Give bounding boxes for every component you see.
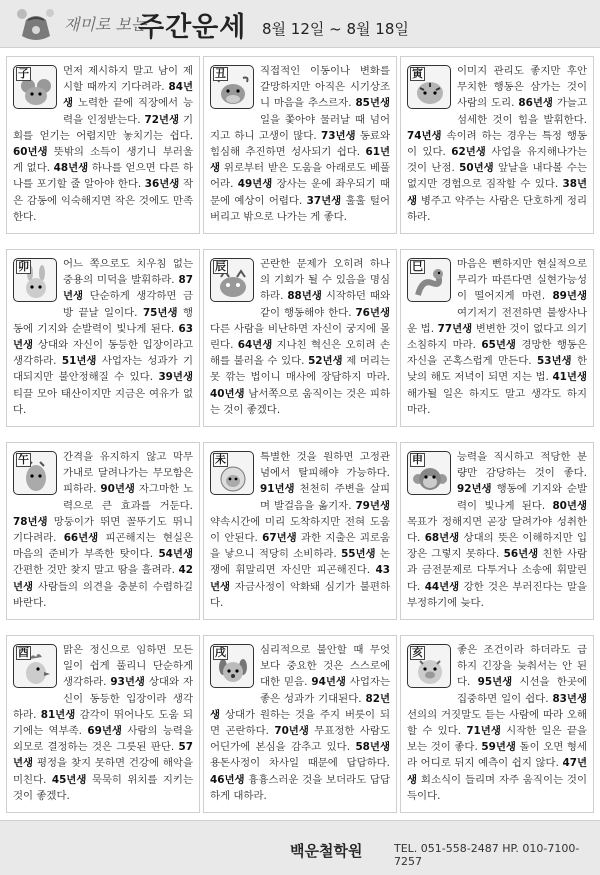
birth-year-label: 50년생 — [459, 162, 494, 175]
birth-year-label: 38년생 — [407, 178, 587, 207]
birth-year-label: 55년생 — [341, 548, 376, 561]
fortune-sentence: 한낮의 해도 저녁이 되면 지는 법. — [407, 355, 588, 384]
fortune-sentence: 간격을 유지하지 않고 막무가내로 달려나가는 무모함은 피하라. — [63, 451, 193, 496]
birth-year-label: 58년생 — [355, 741, 390, 754]
birth-year-label: 52년생 — [308, 355, 343, 368]
fortune-sentence: 상대와 자신이 동등한 입장이라 생각하라. — [13, 676, 193, 721]
fortune-text — [407, 449, 587, 611]
zodiac-card-dragon — [203, 249, 397, 427]
birth-year-label: 46년생 — [210, 773, 245, 786]
fortune-sentence: 속이려 하는 경우는 특정 행동이 있다. — [407, 129, 587, 159]
birth-year-label: 87년생 — [63, 274, 193, 303]
fortune-sentence: 사람들의 의견을 충분히 수렴하길 바란다. — [13, 580, 193, 609]
fortune-sentence: 상대의 뜻은 이해하지만 입장은 그렇지 못하다. — [407, 532, 587, 561]
birth-year-label: 54년생 — [158, 548, 193, 561]
birth-year-label: 94년생 — [311, 676, 346, 689]
birth-year-label: 39년생 — [158, 371, 193, 384]
zodiac-hanja: 辰 — [215, 260, 226, 273]
birth-year-label: 66년생 — [63, 532, 99, 545]
fortune-sentence: 묵묵히 위치를 지키는 것이 좋겠다. — [13, 773, 193, 802]
fortune-sentence: 기회를 얻기는 어렵지만 놓치기는 쉽다. — [13, 113, 194, 142]
fortune-sack-icon — [12, 6, 60, 44]
birth-year-label: 48년생 — [53, 162, 89, 175]
fortune-sentence: 사업자는 좋은 성과가 기대된다. — [260, 676, 391, 705]
header-prefix: 재미로 보는 — [64, 15, 147, 34]
fortune-sentence: 동료와 힘심해 추진하면 성사되기 쉽다. — [210, 129, 390, 159]
birth-year-label: 71년생 — [466, 725, 501, 738]
fortune-sentence: 맑은 정신으로 임하면 모든 일이 쉽게 풀리니 단순하게 생각하라. — [63, 644, 193, 689]
fortune-sentence: 상대와 자신이 동등한 입장이라고 생각하라. — [13, 339, 193, 368]
fortune-sentence: 시작한 일은 끝을 보는 것이 좋다. — [407, 725, 587, 754]
zodiac-hanja: 酉 — [18, 646, 29, 659]
birth-year-label: 90년생 — [100, 483, 135, 496]
birth-year-label: 57년생 — [13, 741, 193, 770]
fortune-sentence: 용돈사정이 차사일 때문에 답답하다. — [210, 757, 390, 770]
fortune-sentence: 행동에 기지와 순발력이 빛나게 된다. — [13, 306, 194, 335]
fortune-text — [210, 642, 390, 804]
fortune-sentence: 무표정한 사람도 어딘가에 본심을 감추고 있다. — [210, 725, 390, 754]
fortune-sentence: 작은 감동에 익숙해지면 작은 것에도 만족한다. — [13, 178, 193, 223]
zodiac-card-monkey — [400, 442, 594, 620]
zodiac-hanja: 卯 — [18, 260, 29, 273]
birth-year-label: 56년생 — [503, 548, 539, 561]
zodiac-hanja: 丑 — [215, 67, 226, 80]
birth-year-label: 60년생 — [13, 146, 48, 159]
birth-year-label: 68년생 — [424, 532, 460, 545]
fortune-sentence: 이미지 관리도 좋지만 후안무치한 행동은 삼가는 것이 사람의 도리. — [457, 65, 587, 110]
birth-year-label: 77년생 — [437, 322, 473, 335]
birth-year-label: 81년생 — [40, 708, 76, 721]
contact-info: TEL. 051-558-2487 HP. 010-7100-7257 — [394, 842, 580, 868]
birth-year-label: 73년생 — [321, 129, 356, 142]
zodiac-card-rat — [6, 56, 200, 234]
fortune-sentence: 흉흉스러운 것을 보더라도 답답하게 대하라. — [210, 773, 390, 802]
fortune-text — [13, 63, 193, 225]
fortune-sentence: 좋은 조건이라 하더라도 급하지 긴장을 늦춰서는 안 된다. — [457, 644, 587, 689]
fortune-sentence: 가늘고 섬세한 것이 힘을 발휘한다. — [457, 97, 587, 126]
fortune-sentence: 일을 쫓아야 물러날 때 넘어지고 하니 고생이 많다. — [210, 113, 390, 142]
fortune-sentence: 논쟁에 휘말리면 자신만 피곤해진다. — [210, 548, 390, 577]
fortune-sentence: 해가될 일은 하지도 말고 생각도 하지 마라. — [407, 387, 587, 416]
fortune-sentence: 앞날을 내다볼 수는 없지만 경험으로 짐작할 수 있다. — [407, 162, 587, 191]
fortune-sentence: 노력한 끝에 직장에서 능력을 인정받는다. — [63, 97, 193, 126]
fortune-sentence: 강한 것은 부러진다는 말을 부정하기에 늦다. — [407, 580, 587, 609]
fortune-sentence: 훌훌 털어 버리고 밖으로 나가는 게 좋다. — [210, 194, 390, 223]
birth-year-label: 61년생 — [210, 146, 390, 175]
fortune-sentence: 목표가 정해지면 곧장 달려가야 성취한다. — [407, 515, 587, 545]
zodiac-hanja: 戌 — [215, 646, 226, 659]
fortune-text — [407, 63, 587, 225]
fortune-sentence: 하나를 얻으면 다른 하나를 포기할 줄 알아야 한다. — [13, 162, 193, 191]
birth-year-label: 76년생 — [355, 306, 390, 319]
birth-year-label: 70년생 — [274, 725, 309, 738]
zodiac-card-dog — [203, 635, 397, 813]
fortune-sentence: 곤란한 문제가 오히려 하나의 기회가 될 수 있음을 명심하라. — [260, 258, 390, 303]
birth-year-label: 79년생 — [355, 499, 390, 512]
fortune-sentence: 평정을 찾지 못하면 건강에 해악을 미친다. — [13, 757, 193, 786]
birth-year-label: 69년생 — [87, 725, 122, 738]
fortune-sentence: 사업을 유지해나가는 것이 난점. — [407, 146, 587, 175]
fortune-sentence: 위로부터 받은 도움을 아래로도 베풀어라. — [210, 162, 390, 191]
fortune-sentence: 여기저기 전전하면 불쌍사나운 법. — [407, 306, 587, 335]
zodiac-hanja: 午 — [18, 453, 29, 466]
birth-year-label: 74년생 — [407, 129, 442, 142]
fortune-text — [13, 256, 193, 418]
zodiac-card-sheep — [203, 442, 397, 620]
zodiac-card-snake — [400, 249, 594, 427]
fortune-sentence: 시작하던 때와 같이 행동해야 한다. — [260, 290, 390, 319]
fortune-sentence: 변변한 것이 없다고 의기소침하지 마라. — [407, 322, 587, 352]
fortune-sentence: 행동에 기지와 순발력이 빛나게 된다. — [457, 483, 587, 512]
fortune-sentence: 제 머리는 못 깎는 법이니 매사에 장담하지 마라. — [210, 355, 390, 384]
fortune-sentence: 피곤해지는 현실은 마음의 준비가 부족한 탓이다. — [13, 532, 193, 561]
birth-year-label: 45년생 — [51, 773, 87, 786]
birth-year-label: 78년생 — [13, 515, 48, 528]
birth-year-label: 37년생 — [306, 194, 342, 207]
fortune-sentence: 감각이 뛰어나도 도움 되기에는 역부족. — [13, 708, 193, 738]
zodiac-hanja: 子 — [18, 67, 29, 80]
fortune-text — [13, 449, 193, 611]
birth-year-label: 65년생 — [481, 339, 516, 352]
fortune-text — [13, 642, 193, 804]
fortune-sentence: 천천히 주변을 살피며 발걸음을 옮기자. — [260, 483, 390, 512]
fortune-sentence: 병주고 약주는 사람은 단호하게 정리하라. — [407, 194, 587, 223]
birth-year-label: 80년생 — [552, 499, 587, 512]
fortune-sentence: 자그마한 노력으로 큰 효과를 거둔다. — [63, 483, 194, 512]
birth-year-label: 44년생 — [424, 580, 460, 593]
fortune-sentence: 경망한 행동은 자신을 곤혹스럽게 만든다. — [407, 339, 587, 368]
fortune-sentence: 특별한 것을 원하면 고정관념에서 탈피해야 가능하다. — [260, 451, 390, 480]
date-range: 8월 12일 ~ 8월 18일 — [262, 20, 409, 38]
fortune-sentence: 직접적인 이동이나 변화를 갈망하지만 아직은 시기상조니 마음을 추스르자. — [260, 65, 390, 110]
zodiac-card-pig — [400, 635, 594, 813]
fortune-sentence: 망둥이가 뛰면 꼴뚜기도 뛰니 기다려라. — [13, 515, 193, 545]
birth-year-label: 42년생 — [13, 564, 193, 593]
birth-year-label: 64년생 — [237, 339, 273, 352]
fortune-sentence: 자금사정이 악화돼 심기가 불편하다. — [210, 580, 390, 609]
zodiac-grid — [0, 48, 600, 817]
birth-year-label: 36년생 — [144, 178, 180, 191]
birth-year-label: 53년생 — [537, 355, 572, 368]
birth-year-label: 72년생 — [144, 113, 180, 126]
fortune-sentence: 친한 사람과 금전문제로 다투거나 소송에 휘말린다. — [407, 548, 587, 593]
fortune-text — [210, 256, 390, 418]
birth-year-label: 84년생 — [63, 81, 193, 110]
fortune-text — [407, 256, 587, 418]
fortune-text — [210, 449, 390, 611]
birth-year-label: 93년생 — [110, 676, 145, 689]
fortune-sentence: 능력을 직시하고 적당한 분량만 감당하는 것이 좋다. — [457, 451, 587, 480]
birth-year-label: 92년생 — [457, 483, 492, 496]
page-title: 주간운세 — [138, 12, 247, 43]
fortune-text — [407, 642, 587, 804]
birth-year-label: 85년생 — [355, 97, 390, 110]
zodiac-hanja: 巳 — [412, 260, 423, 273]
birth-year-label: 43년생 — [210, 564, 390, 593]
zodiac-card-rabbit — [6, 249, 200, 427]
birth-year-label: 63년생 — [13, 322, 193, 352]
birth-year-label: 82년생 — [210, 692, 390, 721]
fortune-sentence: 과한 지출은 괴로움을 낳으니 적당히 소비하라. — [210, 532, 390, 561]
zodiac-card-horse — [6, 442, 200, 620]
birth-year-label: 67년생 — [262, 532, 297, 545]
zodiac-card-ox — [203, 56, 397, 234]
fortune-sentence: 티끌 모아 태산이지만 지금은 여유가 없다. — [13, 387, 193, 416]
fortune-sentence: 심리적으로 불안할 때 무엇보다 중요한 것은 스스로에 대한 믿음. — [260, 644, 390, 689]
birth-year-label: 41년생 — [552, 371, 587, 384]
zodiac-hanja: 寅 — [412, 67, 423, 80]
birth-year-label: 62년생 — [451, 146, 486, 159]
fortune-sentence: 지나친 혁신은 오히려 손해를 불러올 수 있다. — [210, 339, 390, 368]
birth-year-label: 89년생 — [552, 290, 587, 303]
fortune-sentence: 상대가 원하는 것을 주지 버릇이 되면 곤란하다. — [210, 708, 390, 738]
brand-name: 백운철학원 — [290, 842, 363, 860]
birth-year-label: 88년생 — [287, 290, 322, 303]
fortune-sentence: 간편한 것만 찾지 말고 땀을 흘려라. — [13, 564, 179, 577]
fortune-sentence: 마음은 뻔하지만 현실적으로 무리가 따른다면 실현가능성이 떨어지게 마련. — [457, 258, 587, 303]
page-footer — [0, 820, 600, 875]
fortune-sentence: 시선을 한곳에 집중하면 일이 쉽다. — [457, 676, 587, 705]
fortune-sentence: 사업자는 성과가 기대되지만 불안정해질 수 있다. — [13, 355, 193, 384]
birth-year-label: 75년생 — [142, 306, 178, 319]
fortune-sentence: 사람의 능력을 외모로 결정하는 것은 그릇된 판단. — [13, 725, 193, 754]
birth-year-label: 51년생 — [61, 355, 97, 368]
fortune-sentence: 뜻밖의 소득이 생기니 부러울 게 없다. — [13, 146, 193, 175]
fortune-sentence: 남서쪽으로 움직이는 것은 피하는 것이 좋겠다. — [210, 387, 390, 416]
zodiac-card-rooster — [6, 635, 200, 813]
birth-year-label: 95년생 — [477, 676, 513, 689]
birth-year-label: 59년생 — [481, 741, 516, 754]
birth-year-label: 40년생 — [210, 387, 245, 400]
fortune-sentence: 회소식이 들리며 자주 움직이는 것이 득이다. — [407, 773, 587, 802]
fortune-sentence: 어느 쪽으로도 치우침 없는 중용의 미덕을 발휘하라. — [63, 258, 193, 287]
zodiac-hanja: 未 — [215, 453, 226, 466]
zodiac-card-tiger — [400, 56, 594, 234]
fortune-sentence: 다른 사람을 비난하면 자신이 궁지에 몰린다. — [210, 322, 390, 352]
birth-year-label: 49년생 — [237, 178, 273, 191]
fortune-sentence: 단순하게 생각하면 금방 끝날 일이다. — [63, 290, 193, 319]
fortune-sentence: 돌이 오면 형세라 어디로 뒤지 예측이 쉽지 않다. — [407, 741, 587, 770]
fortune-sentence: 장사는 운에 좌우되기 때문에 예상이 어렵다. — [210, 178, 390, 207]
birth-year-label: 86년생 — [518, 97, 553, 110]
birth-year-label: 47년생 — [407, 757, 587, 786]
fortune-sentence: 먼저 제시하지 말고 남이 제시할 때까지 기다려라. — [63, 65, 193, 94]
zodiac-hanja: 亥 — [412, 646, 423, 659]
birth-year-label: 83년생 — [552, 692, 587, 705]
fortune-sentence: 선의의 거짓말도 듣는 사람에 따라 오해할 수 있다. — [407, 708, 587, 738]
page-header — [0, 0, 600, 48]
fortune-sentence: 약속시간에 미리 도착하지만 전혀 도움이 안된다. — [210, 515, 390, 545]
fortune-text — [210, 63, 390, 225]
birth-year-label: 91년생 — [260, 483, 295, 496]
zodiac-hanja: 申 — [412, 453, 423, 466]
